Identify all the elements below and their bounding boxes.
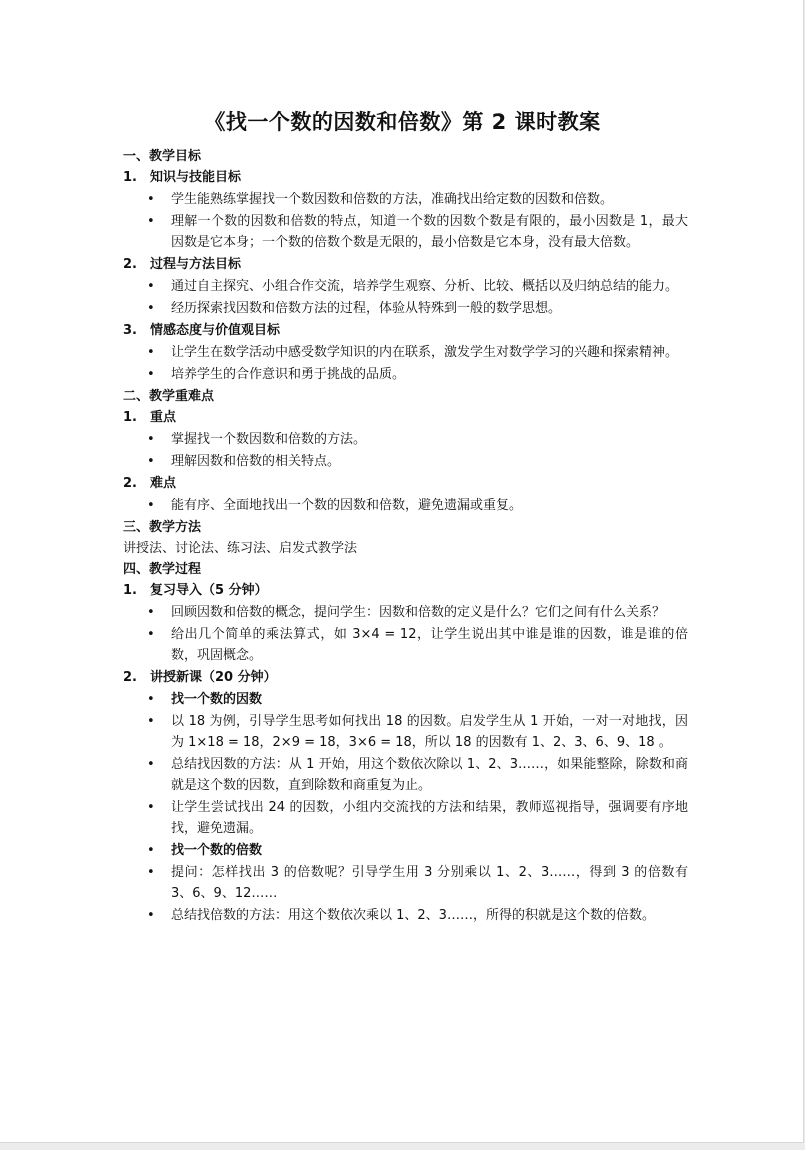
list-item: • 掌握找一个数因数和倍数的方法。 xyxy=(123,429,688,450)
multiple-heading: • 找一个数的倍数 xyxy=(123,840,688,861)
subsection-number: 2. xyxy=(123,670,137,685)
section-heading-process: 四、教学过程 xyxy=(123,562,202,577)
subsection-number: 2. xyxy=(123,257,137,272)
list-item: • 回顾因数和倍数的概念，提问学生：因数和倍数的定义是什么？它们之间有什么关系？ xyxy=(123,602,688,623)
document-body xyxy=(123,146,688,927)
subsection-difficulty xyxy=(123,473,688,494)
list-item: • 总结找倍数的方法：用这个数依次乘以 1、2、3……，所得的积就是这个数的倍数。 xyxy=(123,905,688,926)
subsection-label: 复习导入（5 分钟） xyxy=(150,583,268,598)
subsection-number: 2. xyxy=(123,476,137,491)
document-title: 《找一个数的因数和倍数》第 2 课时教案 xyxy=(204,110,601,134)
list-item: • 通过自主探究、小组合作交流，培养学生观察、分析、比较、概括以及归纳总结的能力。 xyxy=(123,276,688,297)
subsection-label: 过程与方法目标 xyxy=(150,257,242,272)
subsection-knowledge xyxy=(123,167,688,188)
subsection-label: 知识与技能目标 xyxy=(150,170,242,185)
subsection-label: 讲授新课（20 分钟） xyxy=(150,670,277,685)
list-item: • 让学生尝试找出 24 的因数，小组内交流找的方法和结果，教师巡视指导，强调要有序地找，避免遗漏。 xyxy=(123,797,688,839)
methods-text: 讲授法、讨论法、练习法、启发式教学法 xyxy=(123,541,358,556)
subsection-number: 1. xyxy=(123,583,137,598)
list-item: • 学生能熟练掌握找一个数因数和倍数的方法，准确找出给定数的因数和倍数。 xyxy=(123,189,688,210)
list-item: • 以 18 为例，引导学生思考如何找出 18 的因数。启发学生从 1 开始，一对一对地找，因为 1×18 = 18，2×9 = 18，3×6 = 18，所以 18 的因数有 1、2、3、6、9、18 。 xyxy=(123,711,688,753)
subsection-number: 3. xyxy=(123,323,137,338)
subsection-label: 重点 xyxy=(150,410,177,425)
subsection-number: 1. xyxy=(123,410,137,425)
subsection-review xyxy=(123,580,688,601)
list-item: • 培养学生的合作意识和勇于挑战的品质。 xyxy=(123,364,688,385)
subsection-new-lesson xyxy=(123,667,688,688)
list-item: • 让学生在数学活动中感受数学知识的内在联系，激发学生对数学学习的兴趣和探索精神。 xyxy=(123,342,688,363)
subsection-process xyxy=(123,254,688,275)
subsection-label: 情感态度与价值观目标 xyxy=(150,323,281,338)
section-heading-goals: 一、教学目标 xyxy=(123,149,202,164)
subsection-key xyxy=(123,407,688,428)
section-heading-key-points: 二、教学重难点 xyxy=(123,389,215,404)
subsection-number: 1. xyxy=(123,170,137,185)
list-item: • 提问：怎样找出 3 的倍数呢？引导学生用 3 分别乘以 1、2、3……，得到 3 的倍数有 3、6、9、12…… xyxy=(123,862,688,904)
list-item: • 经历探索找因数和倍数方法的过程，体验从特殊到一般的数学思想。 xyxy=(123,298,688,319)
subsection-label: 难点 xyxy=(150,476,177,491)
factor-heading: • 找一个数的因数 xyxy=(123,689,688,710)
list-item: • 给出几个简单的乘法算式，如 3×4 = 12，让学生说出其中谁是谁的因数，谁是谁的倍数，巩固概念。 xyxy=(123,624,688,666)
section-heading-methods: 三、教学方法 xyxy=(123,520,202,535)
subsection-attitude xyxy=(123,320,688,341)
list-item: • 能有序、全面地找出一个数的因数和倍数，避免遗漏或重复。 xyxy=(123,495,688,516)
list-item: • 理解一个数的因数和倍数的特点，知道一个数的因数个数是有限的，最小因数是 1，最大因数是它本身；一个数的倍数个数是无限的，最小倍数是它本身，没有最大倍数。 xyxy=(123,211,688,253)
list-item: • 理解因数和倍数的相关特点。 xyxy=(123,451,688,472)
list-item: • 总结找因数的方法：从 1 开始，用这个数依次除以 1、2、3……，如果能整除，除数和商就是这个数的因数，直到除数和商重复为止。 xyxy=(123,754,688,796)
